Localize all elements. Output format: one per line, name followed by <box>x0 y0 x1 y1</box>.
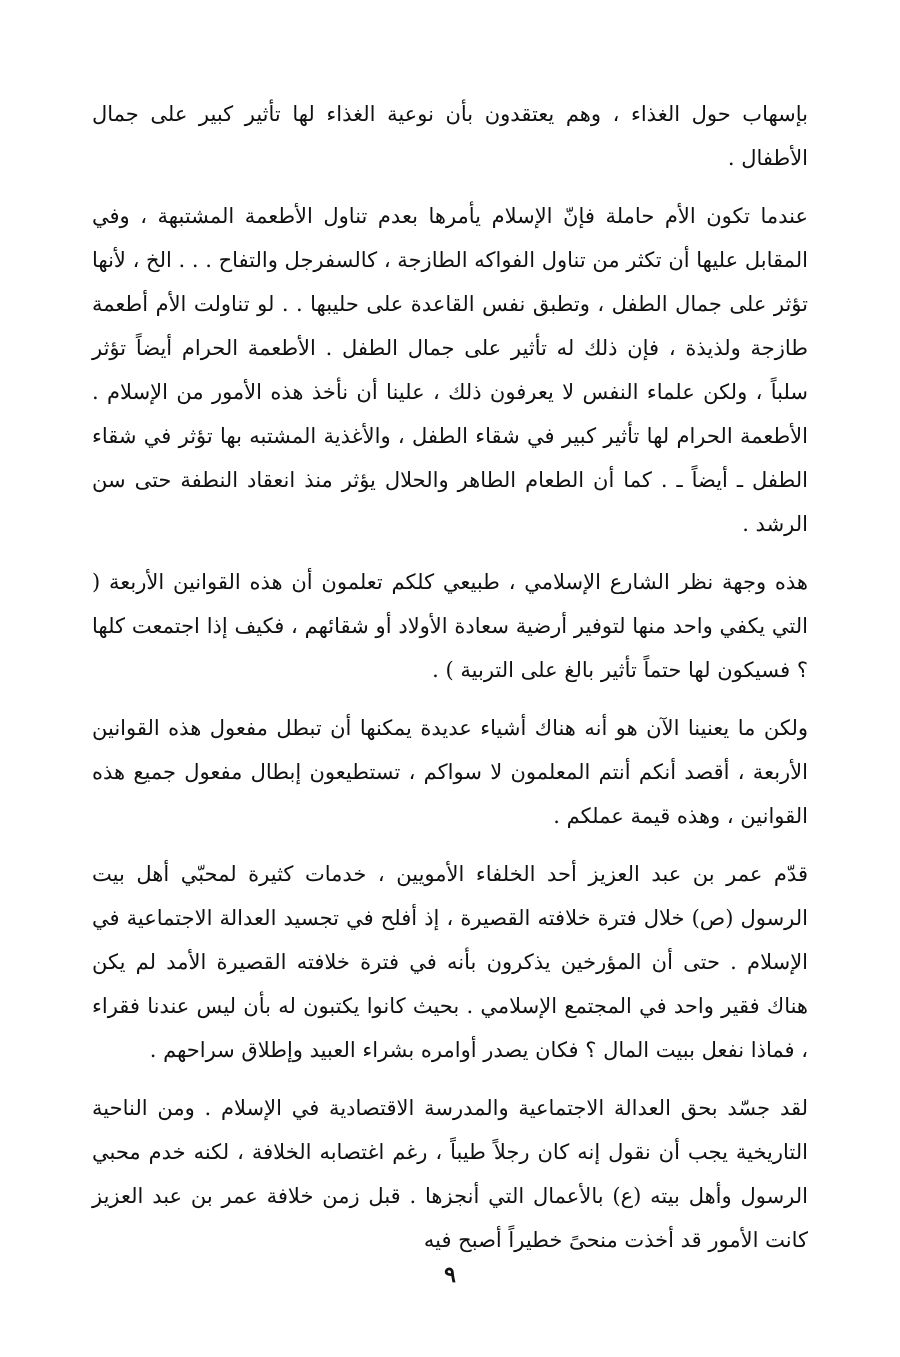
paragraph-5: قدّم عمر بن عبد العزيز أحد الخلفاء الأمويين ، خدمات كثيرة لمحبّي أهل بيت الرسول (ص) خلال فترة خلافته القصيرة ، إذ أفلح في تجسيد العدالة الاجتماعية في الإسلام . حتى أن المؤرخين يذكرون بأنه في فترة خلافته القصيرة الأمد لم يكن هناك فقير واحد في المجتمع الإسلامي . بحيث كانوا يكتبون له بأن ليس عندنا فقراء ، فماذا نفعل ببيت المال ؟ فكان يصدر أوامره بشراء العبيد وإطلاق سراحهم . <box>92 862 809 1062</box>
paragraph-3: هذه وجهة نظر الشارع الإسلامي ، طبيعي كلكم تعلمون أن هذه القوانين الأربعة ( التي يكفي واحد منها لتوفير أرضية سعادة الأولاد أو شقائهم ، فكيف إذا اجتمعت كلها ؟ فسيكون لها حتماً تأثير بالغ على التربية ) . <box>92 570 808 682</box>
paragraph-6: لقد جسّد بحق العدالة الاجتماعية والمدرسة الاقتصادية في الإسلام . ومن الناحية التاريخية يجب أن نقول إنه كان رجلاً طيباً ، رغم اغتصابه الخلافة ، لكنه خدم محبي الرسول وأهل بيته (ع) بالأعمال التي أنجزها . قبل زمن خلافة عمر بن عبد العزيز كانت الأمور قد أخذت منحىً خطيراً أصبح فيه <box>92 1096 808 1252</box>
page-body <box>92 92 808 1357</box>
paragraph-2: عندما تكون الأم حاملة فإنّ الإسلام يأمرها بعدم تناول الأطعمة المشتبهة ، وفي المقابل عليها أن تكثر من تناول الفواكه الطازجة ، كالسفرجل والتفاح . . . الخ ، لأنها تؤثر على جمال الطفل ، وتطبق نفس القاعدة على حليبها . . لو تناولت الأم أطعمة طازجة ولذيذة ، فإن ذلك له تأثير على جمال الطفل . الأطعمة الحرام أيضاً تؤثر سلباً ، ولكن علماء النفس لا يعرفون ذلك ، علينا أن نأخذ هذه الأمور من الإسلام . الأطعمة الحرام لها تأثير كبير في شقاء الطفل ، والأغذية المشتبه بها تؤثر في شقاء الطفل ـ أيضاً ـ . كما أن الطعام الطاهر والحلال يؤثر منذ انعقاد النطفة حتى سن الرشد . <box>92 204 808 536</box>
page-number: ٩ <box>444 1262 456 1288</box>
paragraph-1: بإسهاب حول الغذاء ، وهم يعتقدون بأن نوعية الغذاء لها تأثير كبير على جمال الأطفال . <box>92 102 808 170</box>
paragraph-4: ولكن ما يعنينا الآن هو أنه هناك أشياء عديدة يمكنها أن تبطل مفعول هذه القوانين الأربعة ، أقصد أنكم أنتم المعلمون لا سواكم ، تستطيعون إبطال مفعول جميع هذه القوانين ، وهذه قيمة عملكم . <box>92 716 808 828</box>
